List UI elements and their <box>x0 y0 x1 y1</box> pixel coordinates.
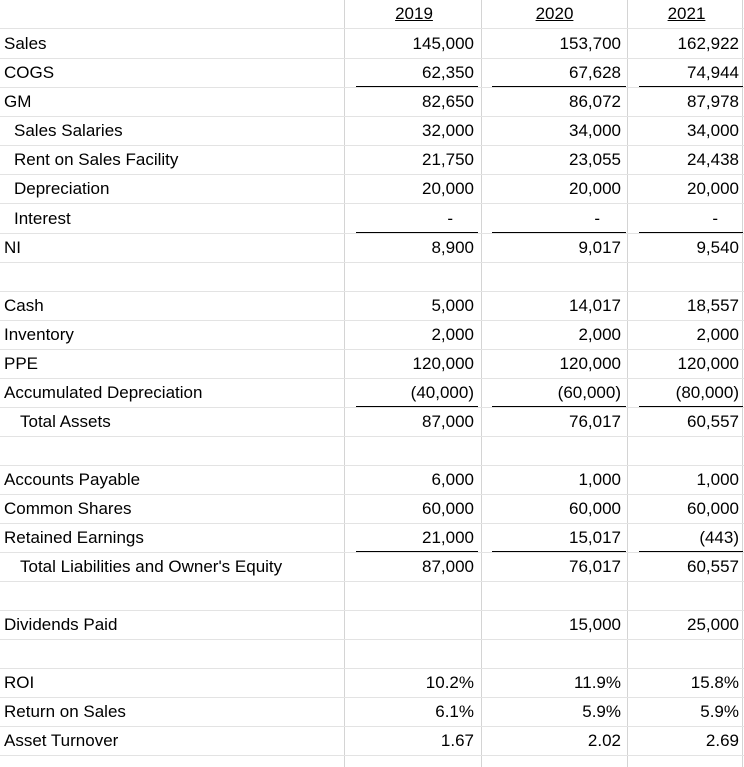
value-cell-2019[interactable]: 20,000 <box>422 179 474 198</box>
value-cell-2019[interactable]: 87,000 <box>422 557 474 576</box>
table-row <box>0 582 744 611</box>
table-row <box>0 611 744 640</box>
value-cell-2019[interactable] <box>346 640 478 668</box>
value-cell-2019[interactable]: (40,000) <box>410 383 474 402</box>
value-cell-2020[interactable]: 34,000 <box>569 121 621 140</box>
table-row <box>0 350 744 379</box>
value-cell-2020[interactable]: 2,000 <box>578 325 621 344</box>
table-row <box>0 524 744 553</box>
table-row <box>0 669 744 698</box>
value-cell-2019[interactable]: - <box>447 208 453 228</box>
value-cell-2020[interactable]: 15,017 <box>569 528 621 547</box>
row-label[interactable]: Cash <box>4 296 44 315</box>
header-row <box>0 0 744 29</box>
value-cell-2020[interactable]: 20,000 <box>569 179 621 198</box>
value-cell-2019[interactable] <box>346 437 478 465</box>
total-underline <box>639 232 743 233</box>
value-cell-2021[interactable]: 60,557 <box>687 412 739 431</box>
value-cell-2021[interactable]: 60,000 <box>687 499 739 518</box>
value-cell-2019[interactable]: 6.1% <box>435 702 474 721</box>
row-label[interactable] <box>4 582 342 610</box>
total-underline <box>492 86 626 87</box>
value-cell-2021[interactable]: 25,000 <box>687 615 739 634</box>
row-label[interactable]: NI <box>4 238 21 257</box>
value-cell-2020[interactable] <box>482 582 625 610</box>
table-row <box>0 727 744 756</box>
row-label[interactable]: PPE <box>4 354 39 373</box>
value-cell-2019[interactable]: 10.2% <box>425 673 474 692</box>
table-row <box>0 263 744 292</box>
value-cell-2020[interactable]: (60,000) <box>557 383 621 402</box>
value-cell-2019[interactable]: 82,650 <box>422 92 474 111</box>
row-label[interactable]: Sales Salaries <box>14 121 123 140</box>
table-row <box>0 321 744 350</box>
row-label[interactable]: Retained Earnings <box>4 528 144 547</box>
value-cell-2020[interactable]: 9,017 <box>578 238 621 257</box>
value-cell-2021[interactable]: 162,922 <box>677 33 739 53</box>
value-cell-2019[interactable]: 145,000 <box>412 33 474 53</box>
table-row <box>0 204 744 234</box>
total-underline <box>639 551 743 552</box>
table-row <box>0 408 744 437</box>
value-cell-2019[interactable]: 120,000 <box>412 354 474 373</box>
value-cell-2019[interactable]: 32,000 <box>422 121 474 140</box>
table-row <box>0 292 744 321</box>
value-cell-2019[interactable] <box>346 582 478 610</box>
row-label[interactable]: Inventory <box>4 325 74 344</box>
value-cell-2019[interactable]: 5,000 <box>431 296 474 315</box>
value-cell-2020[interactable]: 76,017 <box>569 557 621 576</box>
value-cell-2020[interactable]: - <box>594 208 600 228</box>
value-cell-2019[interactable]: 60,000 <box>422 499 474 518</box>
value-cell-2019[interactable] <box>346 263 478 291</box>
value-cell-2020[interactable]: 5.9% <box>582 702 621 721</box>
total-underline <box>356 232 478 233</box>
table-row <box>0 640 744 669</box>
row-label[interactable]: GM <box>4 92 32 111</box>
row-label[interactable]: Accounts Payable <box>4 470 141 489</box>
row-label[interactable]: Dividends Paid <box>4 615 118 634</box>
value-cell-2021[interactable]: 20,000 <box>687 179 739 198</box>
row-label[interactable] <box>4 263 342 291</box>
table-row <box>0 553 744 582</box>
value-cell-2021[interactable]: 34,000 <box>687 121 739 140</box>
year-header-2020[interactable]: 2020 <box>535 4 574 23</box>
table-row <box>0 146 744 175</box>
value-cell-2019[interactable]: 6,000 <box>431 470 474 489</box>
row-label[interactable]: Sales <box>4 33 47 53</box>
value-cell-2020[interactable]: 86,072 <box>569 92 621 111</box>
value-cell-2021[interactable]: 74,944 <box>687 63 739 82</box>
total-underline <box>356 406 478 407</box>
value-cell-2020[interactable] <box>482 640 625 668</box>
value-cell-2021[interactable]: (80,000) <box>675 383 739 402</box>
value-cell-2021[interactable]: 24,438 <box>687 150 739 169</box>
value-cell-2019[interactable]: 21,000 <box>422 528 474 547</box>
table-row <box>0 495 744 524</box>
value-cell-2020[interactable]: 76,017 <box>569 412 621 431</box>
value-cell-2021[interactable]: 2,000 <box>696 325 739 344</box>
total-underline <box>492 232 626 233</box>
value-cell-2021[interactable] <box>629 263 743 291</box>
value-cell-2020[interactable]: 23,055 <box>569 150 621 169</box>
row-label[interactable] <box>4 640 342 668</box>
row-label[interactable]: Depreciation <box>14 179 110 198</box>
value-cell-2020[interactable]: 2.02 <box>587 731 621 750</box>
table-row <box>0 175 744 204</box>
row-label[interactable]: Rent on Sales Facility <box>14 150 179 169</box>
value-cell-2021[interactable]: 15.8% <box>690 673 739 692</box>
value-cell-2020[interactable]: 120,000 <box>559 354 621 373</box>
row-label[interactable]: COGS <box>4 63 55 82</box>
value-cell-2021[interactable] <box>629 640 743 668</box>
value-cell-2019[interactable]: 2,000 <box>431 325 474 344</box>
value-cell-2021[interactable]: 9,540 <box>696 238 739 257</box>
value-cell-2021[interactable]: 5.9% <box>700 702 739 721</box>
value-cell-2019[interactable]: 87,000 <box>422 412 474 431</box>
value-cell-2019[interactable]: 1.67 <box>440 731 474 750</box>
value-cell-2021[interactable]: 87,978 <box>687 92 739 111</box>
table-row <box>0 698 744 727</box>
value-cell-2021[interactable]: 60,557 <box>687 557 739 576</box>
value-cell-2019[interactable] <box>346 611 478 639</box>
total-underline <box>356 86 478 87</box>
row-label[interactable]: Return on Sales <box>4 702 126 721</box>
table-row <box>0 234 744 263</box>
table-row <box>0 88 744 117</box>
table-row <box>0 29 744 59</box>
row-label[interactable] <box>4 437 342 465</box>
value-cell-2020[interactable] <box>482 437 625 465</box>
value-cell-2021[interactable] <box>629 437 743 465</box>
table-row <box>0 117 744 146</box>
table-row <box>0 379 744 408</box>
row-label[interactable]: Total Assets <box>20 412 111 431</box>
table-row <box>0 466 744 495</box>
total-underline <box>492 406 626 407</box>
value-cell-2020[interactable]: 15,000 <box>569 615 621 634</box>
table-row <box>0 59 744 88</box>
value-cell-2021[interactable]: 1,000 <box>696 470 739 489</box>
value-cell-2020[interactable]: 153,700 <box>559 33 621 53</box>
row-label[interactable]: Interest <box>14 208 71 228</box>
year-header-2019[interactable]: 2019 <box>395 4 433 23</box>
value-cell-2019[interactable]: 62,350 <box>422 63 474 82</box>
value-cell-2021[interactable] <box>629 582 743 610</box>
total-underline <box>639 406 743 407</box>
value-cell-2021[interactable]: (443) <box>699 528 739 547</box>
value-cell-2020[interactable]: 60,000 <box>569 499 621 518</box>
value-cell-2020[interactable]: 67,628 <box>569 63 621 82</box>
value-cell-2019[interactable]: 21,750 <box>422 150 474 169</box>
value-cell-2020[interactable]: 1,000 <box>578 470 621 489</box>
total-underline <box>492 551 626 552</box>
row-label[interactable]: Asset Turnover <box>4 731 119 750</box>
value-cell-2020[interactable]: 11.9% <box>574 673 621 692</box>
row-label[interactable]: ROI <box>4 673 35 692</box>
table-row <box>0 437 744 466</box>
total-underline <box>356 551 478 552</box>
total-underline <box>639 86 743 87</box>
value-cell-2021[interactable]: 2.69 <box>705 731 739 750</box>
value-cell-2019[interactable]: 8,900 <box>431 238 474 257</box>
value-cell-2020[interactable]: 14,017 <box>569 296 621 315</box>
value-cell-2021[interactable]: 120,000 <box>677 354 739 373</box>
value-cell-2021[interactable]: - <box>712 208 718 228</box>
row-label[interactable]: Common Shares <box>4 499 132 518</box>
year-header-2021[interactable]: 2021 <box>667 4 706 23</box>
row-label[interactable]: Accumulated Depreciation <box>4 383 203 402</box>
value-cell-2021[interactable]: 18,557 <box>687 296 739 315</box>
row-label[interactable]: Total Liabilities and Owner's Equity <box>20 557 283 576</box>
value-cell-2020[interactable] <box>482 263 625 291</box>
